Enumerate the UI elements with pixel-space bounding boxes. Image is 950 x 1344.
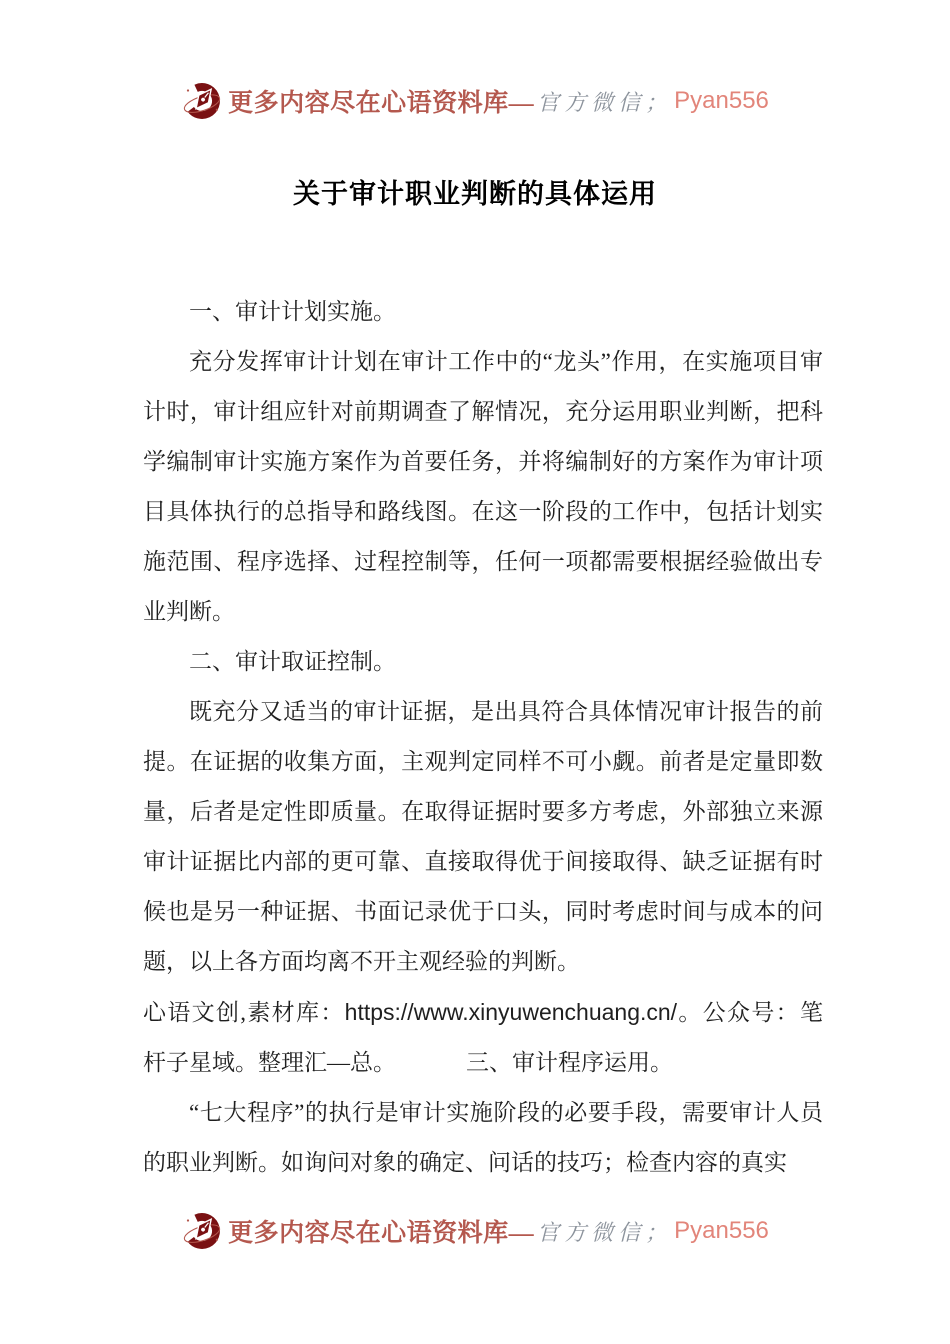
paragraph-section-2-heading: 二、审计取证控制。 <box>189 649 396 674</box>
document-body <box>143 287 823 1188</box>
watermark-brand-text: 更多内容尽在心语资料库— <box>228 1220 535 1247</box>
paragraph-inline-note <box>143 987 823 1088</box>
paragraph-section-3-body: “七大程序”的执行是审计实施阶段的必要手段，需要审计人员的职业判断。如询问对象的确定、问话的技巧；检查内容的真实 <box>143 1100 823 1175</box>
paragraph-section-1-heading: 一、审计计划实施。 <box>189 299 396 324</box>
xinyu-pen-swirl-logo-icon <box>181 1208 223 1254</box>
inline-note-prefix: 心语文创,素材库： <box>143 1000 345 1025</box>
paragraph-section-2-body: 既充分又适当的审计证据，是出具符合具体情况审计报告的前提。在证据的收集方面，主观判定同样不可小觑。前者是定量即数量，后者是定性即质量。在取得证据时要多方考虑，外部独立来源审计证据比内部的更可靠、直接取得优于间接取得、缺乏证据有时候也是另一种证据、书面记录优于口头，同时考虑时间与成本的问题，以上各方面均离不开主观经验的判断。 <box>143 699 823 974</box>
watermark-wechat-id: Pyan556 <box>674 87 769 114</box>
paragraph-section-3-heading: 三、审计程序运用。 <box>466 1050 673 1075</box>
watermark-wechat-label: 官方微信； <box>537 1219 673 1245</box>
header-watermark <box>0 78 950 124</box>
footer-watermark <box>0 1208 950 1254</box>
inline-note-suffix: 。公众号：笔杆子星域。整理汇—总。 <box>143 1000 824 1075</box>
watermark-wechat-id: Pyan556 <box>674 1217 769 1244</box>
watermark-wechat-label: 官方微信； <box>537 89 673 115</box>
watermark-brand-text: 更多内容尽在心语资料库— <box>228 90 535 117</box>
document-title: 关于审计职业判断的具体运用 <box>293 179 657 209</box>
inline-note-url: https://www.xinyuwenchuang.cn/ <box>344 999 678 1025</box>
paragraph-section-1-body: 充分发挥审计计划在审计工作中的“龙头”作用，在实施项目审计时，审计组应针对前期调查了解情况，充分运用职业判断，把科学编制审计实施方案作为首要任务，并将编制好的方案作为审计项目具体执行的总指导和路线图。在这一阶段的工作中，包括计划实施范围、程序选择、过程控制等，任何一项都需要根据经验做出专业判断。 <box>143 349 823 624</box>
xinyu-pen-swirl-logo-icon <box>181 78 223 124</box>
